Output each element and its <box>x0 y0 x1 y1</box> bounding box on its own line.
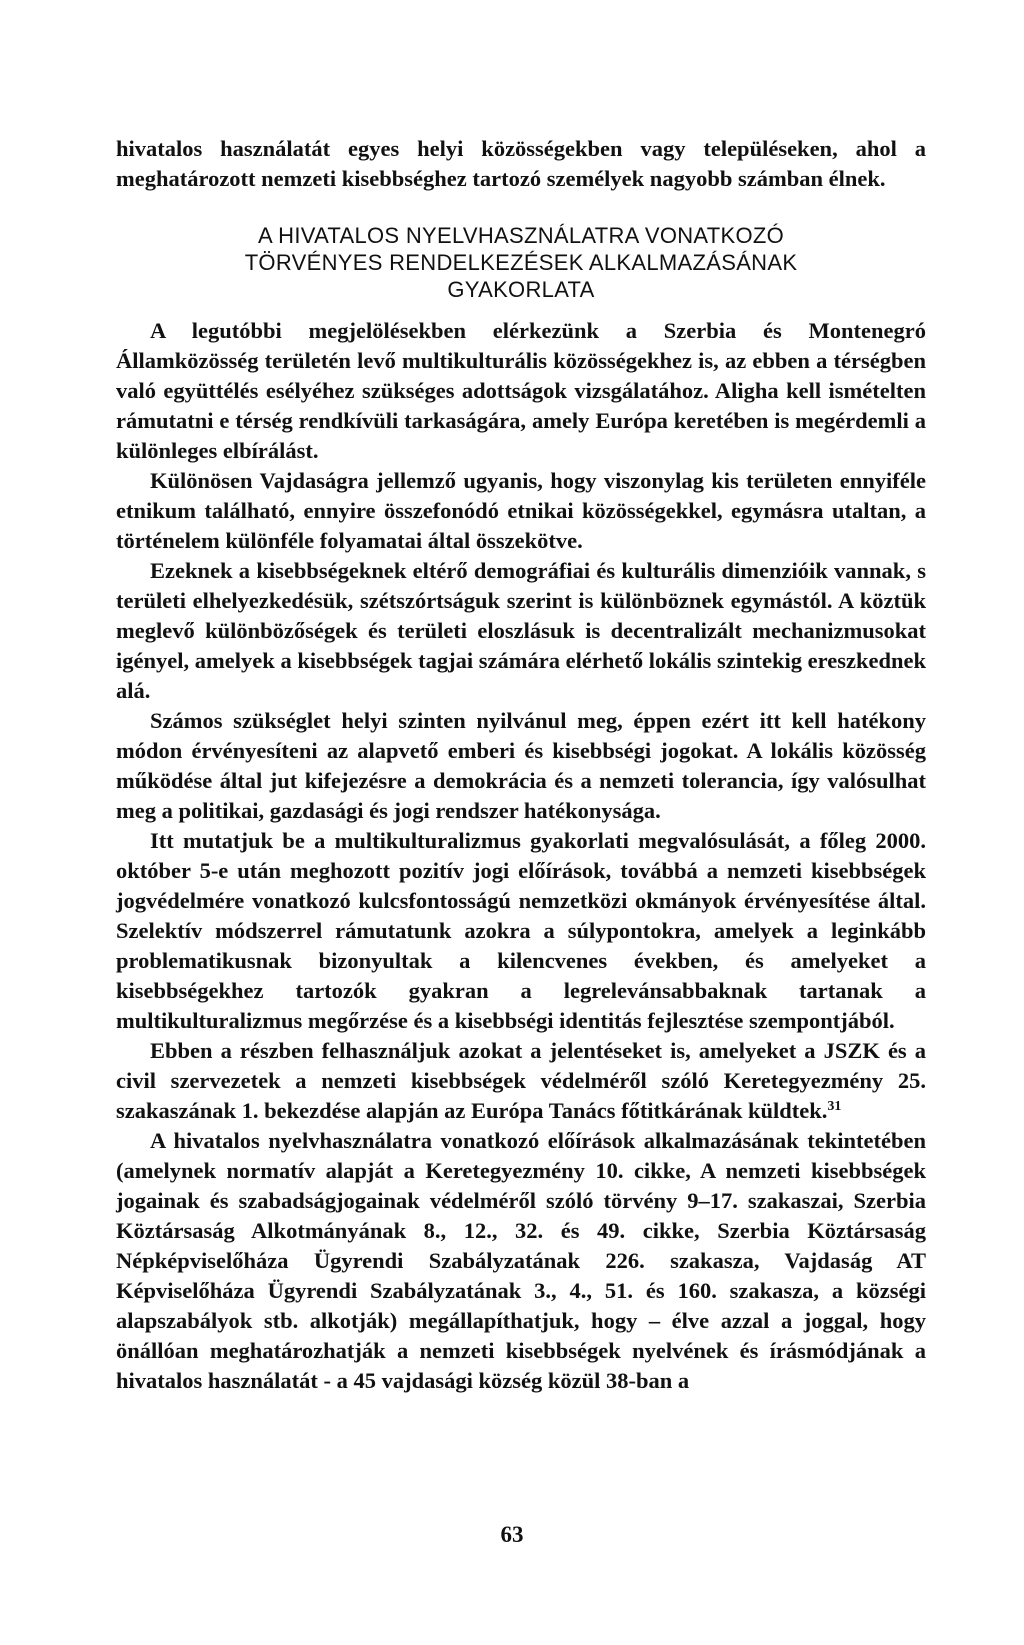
heading-line-1: A HIVATALOS NYELVHASZNÁLATRA VONATKOZÓ <box>257 223 785 248</box>
page-number: 63 <box>500 1522 524 1547</box>
paragraph-6-text: Ebben a részben felhasználjuk azokat a jelentéseket is, amelyeket a JSZK és a civil szervezetek a nemzeti kisebbségek védelméről szóló Keretegyezmény 25. szakaszának 1. bekezdése alapján az Európa Tanács főtitkárának küldtek. <box>116 1038 926 1123</box>
paragraph-3: Ezeknek a kisebbségeknek eltérő demográfiai és kulturális dimenzióik vannak, s területi elhelyezkedésük, szétszórtságuk szerint is különböznek egymástól. A köztük meglevő különbözőségek és területi eloszlásuk is decentralizált mechanizmusokat igényel, amelyek a kisebbségek tagjai számára elérhető lokális szintekig ereszkednek alá. <box>116 558 926 703</box>
heading-line-3: GYAKORLATA <box>447 277 595 302</box>
body-text <box>116 134 926 1396</box>
paragraph-6 <box>116 1036 926 1126</box>
paragraph-2: Különösen Vajdaságra jellemző ugyanis, hogy viszonylag kis területen ennyiféle etnikum található, ennyire összefonódó etnikai közösségekkel, egymásra utaltan, a történelem különféle folyamatai által összekötve. <box>116 468 926 553</box>
paragraph-5: Itt mutatjuk be a multikulturalizmus gyakorlati megvalósulását, a főleg 2000. október 5-e után meghozott pozitív jogi előírások, továbbá a nemzeti kisebbségek jogvédelmére vonatkozó kulcsfontosságú nemzetközi okmányok érvényesítése által. Szelektív módszerrel rámutatunk azokra a súlypontokra, amelyek a leginkább problematikusnak bizonyultak a kilencvenes években, és amelyeket a kisebbségekhez tartozók gyakran a legrelevánsabbaknak tartanak a multikulturalizmus megőrzése és a kisebbségi identitás fejlesztése szempontjából. <box>116 828 926 1033</box>
paragraph-7: A hivatalos nyelvhasználatra vonatkozó előírások alkalmazásának tekintetében (amelynek normatív alapját a Keretegyezmény 10. cikke, A nemzeti kisebbségek jogainak és szabadságjogainak védelméről szóló törvény 9–17. szakaszai, Szerbia Köztársaság Alkotmányának 8., 12., 32. és 49. cikke, Szerbia Köztársaság Népképviselőháza Ügyrendi Szabályzatának 226. szakasza, Vajdaság AT Képviselőháza Ügyrendi Szabályzatának 3., 4., 51. és 160. szakasza, a községi alapszabályok stb. alkotják) megállapíthatjuk, hogy – élve azzal a joggal, hogy önállóan meghatározhatják a nemzeti kisebbségek nyelvének és írásmódjának a hivatalos használatát - a 45 vajdasági község közül 38-ban a <box>116 1128 926 1393</box>
paragraph-1: A legutóbbi megjelölésekben elérkezünk a Szerbia és Montenegró Államközösség területén levő multikulturális közösségekhez is, az ebben a térségben való együttélés esélyéhez szükséges adottságok vizsgálatához. Aligha kell ismételten rámutatni e térség rendkívüli tarkaságára, amely Európa keretében is megérdemli a különleges elbírálást. <box>116 318 926 463</box>
section-heading <box>116 222 926 303</box>
heading-line-2: TÖRVÉNYES RENDELKEZÉSEK ALKALMAZÁSÁNAK <box>244 250 798 275</box>
paragraph-4: Számos szükséglet helyi szinten nyilvánul meg, éppen ezért itt kell hatékony módon érvényesíteni az alapvető emberi és kisebbségi jogokat. A lokális közösség működése által jut kifejezésre a demokrácia és a nemzeti tolerancia, így valósulhat meg a politikai, gazdasági és jogi rendszer hatékonysága. <box>116 708 926 823</box>
footnote-reference: 31 <box>827 1099 842 1114</box>
intro-paragraph: hivatalos használatát egyes helyi közösségekben vagy településeken, ahol a meghatározott nemzeti kisebbséghez tartozó személyek nagyobb számban élnek. <box>116 136 926 191</box>
